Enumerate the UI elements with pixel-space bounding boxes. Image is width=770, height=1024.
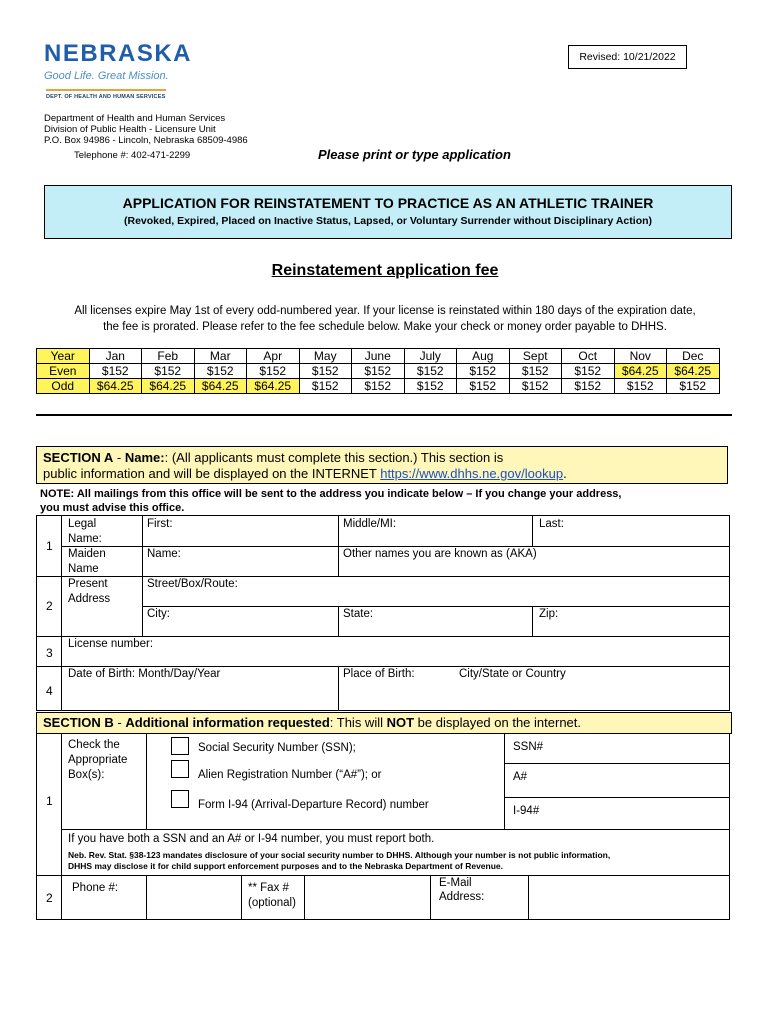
legal-name-label-cell bbox=[61, 515, 143, 547]
section-a-period: . bbox=[563, 466, 567, 481]
check-label: Check the Appropriate Box(s): bbox=[68, 739, 128, 781]
fee-cell: $152 bbox=[562, 364, 615, 379]
fee-cell: $64.25 bbox=[194, 379, 247, 394]
fee-cell: $64.25 bbox=[247, 379, 300, 394]
fee-cell: $152 bbox=[299, 364, 352, 379]
ssn-checkbox[interactable] bbox=[171, 737, 189, 755]
row-number-cell bbox=[36, 733, 62, 876]
section-b-desc: : This will bbox=[329, 715, 387, 730]
fee-cell: Odd bbox=[37, 379, 90, 394]
alien-field[interactable] bbox=[504, 763, 730, 798]
state-label: State: bbox=[343, 608, 374, 620]
fax-field[interactable] bbox=[304, 875, 431, 920]
form-subtitle: (Revoked, Expired, Placed on Inactive Status, Lapsed, or Voluntary Surrender without Disciplinary Action) bbox=[123, 215, 653, 227]
row-number: 2 bbox=[46, 891, 53, 905]
maiden-name-field[interactable] bbox=[142, 546, 339, 577]
license-number-field[interactable] bbox=[61, 636, 730, 667]
fee-cell: $152 bbox=[247, 364, 300, 379]
fee-cell: Feb bbox=[142, 349, 195, 364]
id-options-cell bbox=[146, 733, 505, 830]
license-label: License number: bbox=[68, 638, 154, 650]
row-number-cell bbox=[36, 636, 62, 667]
fee-cell: $152 bbox=[352, 379, 405, 394]
phone-label: Phone #: bbox=[72, 882, 119, 894]
section-b-dash: - bbox=[113, 715, 126, 730]
fee-even-row bbox=[37, 364, 720, 379]
fee-cell: $152 bbox=[299, 379, 352, 394]
logo-dept: DEPT. OF HEALTH AND HUMAN SERVICES bbox=[46, 94, 166, 100]
alien-label: Alien Registration Number (“A#”); or bbox=[198, 769, 382, 781]
fax-label-cell bbox=[241, 875, 305, 920]
email-field[interactable] bbox=[528, 875, 730, 920]
name-label: Name: bbox=[147, 548, 181, 560]
aka-field[interactable] bbox=[338, 546, 730, 577]
fee-cell: Aug bbox=[457, 349, 510, 364]
note-line2: you must advise this office. bbox=[40, 502, 185, 514]
phone-field[interactable] bbox=[146, 875, 242, 920]
fee-cell: $64.25 bbox=[89, 379, 142, 394]
last-name-field[interactable] bbox=[532, 515, 730, 547]
fee-cell: $152 bbox=[194, 364, 247, 379]
email-label-cell bbox=[430, 875, 529, 920]
section-b-header bbox=[36, 712, 732, 734]
lookup-link[interactable]: https://www.dhhs.ne.gov/lookup bbox=[380, 466, 564, 481]
phone-label-cell bbox=[61, 875, 147, 920]
fee-cell: $152 bbox=[667, 379, 720, 394]
city-label: City: bbox=[147, 608, 170, 620]
email-label2: Address: bbox=[439, 891, 485, 903]
section-b-name: Additional information requested bbox=[125, 715, 330, 730]
fee-cell: $152 bbox=[142, 364, 195, 379]
fee-heading: Reinstatement application fee bbox=[271, 262, 499, 279]
maiden-label: Maiden Name bbox=[68, 548, 106, 575]
zip-field[interactable] bbox=[532, 606, 730, 637]
logo-divider bbox=[46, 89, 166, 91]
row-number: 1 bbox=[46, 794, 53, 808]
fee-cell: $64.25 bbox=[614, 364, 667, 379]
address-line2: Division of Public Health - Licensure Unit bbox=[44, 124, 216, 135]
logo-tagline: Good Life. Great Mission. bbox=[44, 70, 169, 82]
section-a-dash: - bbox=[113, 450, 125, 465]
fee-cell: $152 bbox=[509, 379, 562, 394]
fee-cell: $152 bbox=[562, 379, 615, 394]
i94-label: Form I-94 (Arrival-Departure Record) number bbox=[198, 799, 429, 811]
section-b-label: SECTION B bbox=[43, 715, 114, 730]
section-a-header bbox=[36, 446, 728, 484]
first-name-field[interactable] bbox=[142, 515, 339, 547]
fee-cell: $152 bbox=[352, 364, 405, 379]
fee-cell: $64.25 bbox=[142, 379, 195, 394]
fee-cell: Oct bbox=[562, 349, 615, 364]
both-note: If you have both a SSN and an A# or I-94 number, you must report both. bbox=[68, 833, 435, 845]
fee-cell: Even bbox=[37, 364, 90, 379]
pob-hint: City/State or Country bbox=[459, 668, 566, 680]
i94-field[interactable] bbox=[504, 797, 730, 830]
fee-cell: $152 bbox=[457, 364, 510, 379]
aka-label: Other names you are known as (AKA) bbox=[343, 548, 537, 560]
city-field[interactable] bbox=[142, 606, 339, 637]
telephone: Telephone #: 402-471-2299 bbox=[74, 150, 191, 161]
ssn-field[interactable] bbox=[504, 733, 730, 764]
email-label: E-Mail bbox=[439, 877, 472, 889]
note-line1: NOTE: All mailings from this office will be sent to the address you indicate below – If you change your address, bbox=[40, 488, 622, 500]
fee-cell: July bbox=[404, 349, 457, 364]
fax-optional: (optional) bbox=[248, 897, 296, 909]
last-label: Last: bbox=[539, 518, 564, 530]
pob-label: Place of Birth: bbox=[343, 668, 415, 680]
alien-checkbox[interactable] bbox=[171, 760, 189, 778]
fee-cell: $152 bbox=[89, 364, 142, 379]
section-b-desc2: be displayed on the internet. bbox=[414, 715, 581, 730]
section-a-label: SECTION A bbox=[43, 450, 114, 465]
statute-line2: DHHS may disclose it for child support enforcement purposes and to the Nebraska Department of Revenue. bbox=[68, 861, 504, 871]
i94-field-label: I-94# bbox=[513, 805, 540, 817]
section-a-desc2: public information and will be displayed on the INTERNET bbox=[43, 466, 381, 481]
row-number: 2 bbox=[46, 599, 53, 613]
i94-checkbox[interactable] bbox=[171, 790, 189, 808]
ssn-note-cell bbox=[61, 829, 730, 876]
dob-label: Date of Birth: Month/Day/Year bbox=[68, 668, 221, 680]
row-number-cell bbox=[36, 515, 62, 577]
title-box bbox=[44, 185, 732, 239]
row-number: 4 bbox=[46, 684, 53, 698]
print-note: Please print or type application bbox=[318, 147, 511, 162]
section-a-desc: : (All applicants must complete this section.) This section is bbox=[164, 450, 504, 465]
fee-cell: Jan bbox=[89, 349, 142, 364]
fee-cell: $64.25 bbox=[667, 364, 720, 379]
fee-cell: May bbox=[299, 349, 352, 364]
legal-name-label: Legal Name: bbox=[68, 518, 102, 545]
fee-cell: Dec bbox=[667, 349, 720, 364]
row-number-cell bbox=[36, 576, 62, 637]
dob-field[interactable] bbox=[61, 666, 339, 711]
statute-line1: Neb. Rev. Stat. §38-123 mandates disclosure of your social security number to DHHS. Although your number is not public information, bbox=[68, 850, 611, 860]
fee-cell: $152 bbox=[614, 379, 667, 394]
street-label: Street/Box/Route: bbox=[147, 578, 238, 590]
mailing-note bbox=[40, 487, 730, 515]
fee-paragraph bbox=[40, 303, 730, 335]
middle-name-field[interactable] bbox=[338, 515, 533, 547]
zip-label: Zip: bbox=[539, 608, 559, 620]
fee-odd-row bbox=[37, 379, 720, 394]
fee-cell: $152 bbox=[509, 364, 562, 379]
fee-cell: Sept bbox=[509, 349, 562, 364]
fee-header-row bbox=[37, 349, 720, 364]
street-field[interactable] bbox=[142, 576, 730, 607]
row-number: 3 bbox=[46, 646, 53, 660]
row-number-cell bbox=[36, 666, 62, 711]
fee-cell: $152 bbox=[404, 379, 457, 394]
fax-label: ** Fax # bbox=[248, 882, 289, 894]
state-field[interactable] bbox=[338, 606, 533, 637]
row-number: 1 bbox=[46, 539, 53, 553]
pob-field[interactable] bbox=[338, 666, 730, 711]
fee-cell: $152 bbox=[404, 364, 457, 379]
nebraska-logo: NEBRASKA bbox=[44, 40, 193, 67]
form-title: APPLICATION FOR REINSTATEMENT TO PRACTICE AS AN ATHLETIC TRAINER bbox=[122, 195, 654, 211]
fee-table bbox=[36, 348, 720, 394]
fee-cell: Nov bbox=[614, 349, 667, 364]
present-address-label: Present Address bbox=[68, 578, 111, 605]
first-label: First: bbox=[147, 518, 173, 530]
check-label-cell bbox=[61, 733, 147, 830]
address-line1: Department of Health and Human Services bbox=[44, 113, 226, 124]
ssn-label: Social Security Number (SSN); bbox=[198, 742, 356, 754]
ssn-field-label: SSN# bbox=[513, 741, 544, 753]
address-line3: P.O. Box 94986 - Lincoln, Nebraska 68509-4986 bbox=[44, 135, 248, 146]
section-a-name: Name: bbox=[124, 450, 165, 465]
alien-field-label: A# bbox=[513, 771, 528, 783]
fee-cell: Year bbox=[37, 349, 90, 364]
fee-cell: Apr bbox=[247, 349, 300, 364]
revised-date: Revised: 10/21/2022 bbox=[568, 45, 687, 69]
middle-label: Middle/MI: bbox=[343, 518, 397, 530]
maiden-label-cell bbox=[61, 546, 143, 577]
fee-cell: $152 bbox=[457, 379, 510, 394]
row-number-cell bbox=[36, 875, 62, 920]
fee-cell: Mar bbox=[194, 349, 247, 364]
fee-para-line2: the fee is prorated. Please refer to the fee schedule below. Make your check or money order payable to DHHS. bbox=[103, 321, 667, 333]
fee-para-line1: All licenses expire May 1st of every odd-numbered year. If your license is reinstated within 180 days of the expiration date, bbox=[74, 305, 696, 317]
fee-cell: June bbox=[352, 349, 405, 364]
divider-line bbox=[36, 414, 732, 416]
present-address-label-cell bbox=[61, 576, 143, 637]
section-b-not: NOT bbox=[386, 715, 415, 730]
